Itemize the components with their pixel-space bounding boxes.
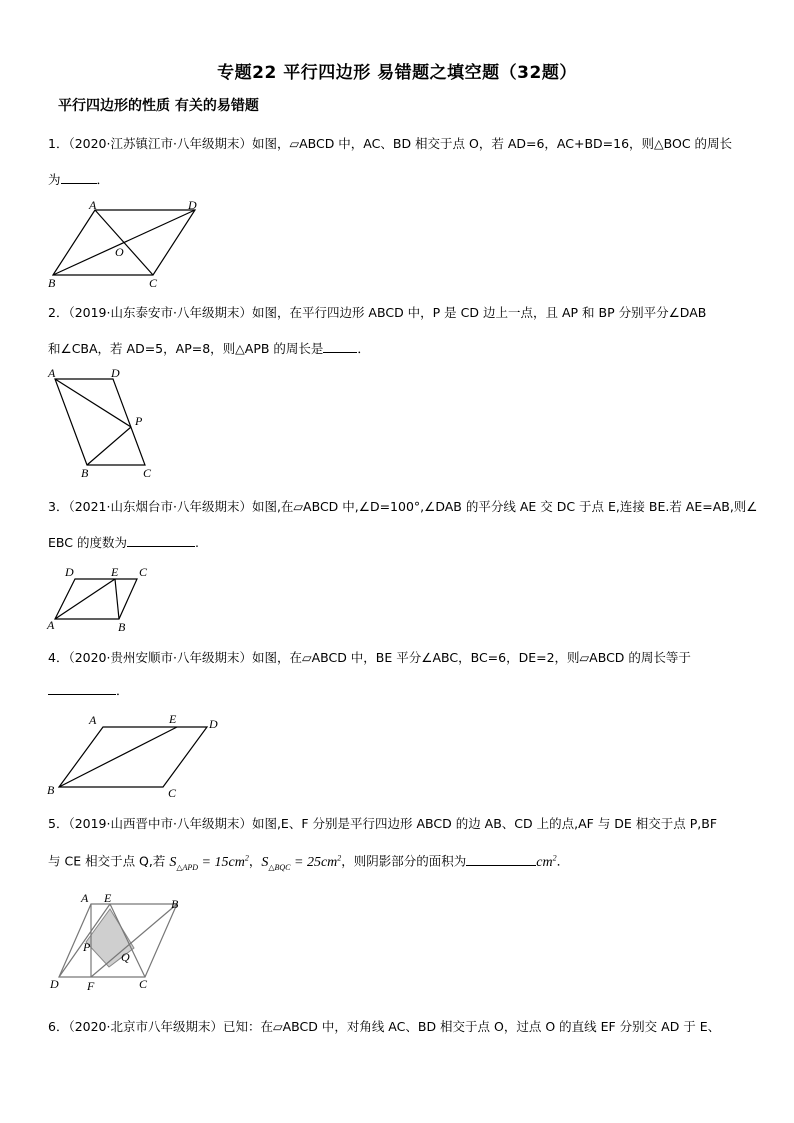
q5-answer-blank[interactable]: [466, 853, 536, 866]
q1-text-line1: 1．（2020·江苏镇江市·八年级期末）如图，▱ABCD 中，AC、BD 相交于点 O，若 AD=6，AC+BD=16，则△BOC 的周长: [48, 136, 733, 151]
q1-figure: [45, 198, 205, 290]
q3-text-line1: 3．（2021·山东烟台市·八年级期末）如图,在▱ABCD 中,∠D=100°,∠DAB 的平分线 AE 交 DC 于点 E,连接 BE.若 AE=AB,则∠: [48, 499, 758, 514]
q1-text-line2: [48, 171, 109, 188]
page-title: 专题22 平行四边形 易错题之填空题（32题）: [217, 63, 577, 83]
q2-segment-ap: [55, 379, 131, 427]
q1-label-o: O: [115, 245, 124, 259]
q2-figure: [45, 365, 165, 483]
q3-text-line2: [48, 534, 199, 551]
q3-label-d: D: [65, 565, 74, 579]
q3-figure: [45, 563, 165, 633]
q2-label-d: D: [111, 366, 120, 380]
q2-prefix: 和∠CBA，若 AD=5，AP=8，则△APB 的周长是: [48, 341, 324, 356]
q4-label-e: E: [169, 712, 177, 726]
q5-label-p: P: [83, 940, 91, 954]
q5-suffix: ．: [556, 853, 570, 869]
q1-label-b: B: [48, 276, 56, 290]
q4-segment-be: [59, 727, 177, 787]
q4-suffix: ．: [116, 683, 129, 698]
q5-text-line1: 5．（2019·山西晋中市·八年级期末）如图,E、F 分别是平行四边形 ABCD 的边 AB、CD 上的点,AF 与 DE 相交于点 P,BF: [48, 816, 718, 831]
q5-label-c: C: [139, 977, 148, 991]
q5-comma: ，: [248, 853, 262, 869]
q1-label-a: A: [89, 198, 97, 212]
q5-label-e: E: [104, 891, 112, 905]
q3-parallelogram: [55, 579, 137, 619]
section-heading: 平行四边形的性质 有关的易错题: [58, 98, 259, 114]
q2-label-p: P: [135, 414, 143, 428]
q1-answer-blank[interactable]: [61, 171, 97, 184]
q4-label-c: C: [168, 786, 177, 800]
q5-formula-bqc: $S_{\triangle BQC} = 25cm^2$: [261, 853, 342, 872]
q3-segment-ae: [55, 579, 115, 619]
q2-text-line2: [48, 340, 370, 357]
q4-parallelogram: [59, 727, 207, 787]
q3-prefix: EBC 的度数为: [48, 535, 127, 550]
q4-label-b: B: [47, 783, 55, 797]
q5-label-a: A: [81, 891, 89, 905]
q1-label-d: D: [188, 198, 197, 212]
q4-text-line2: [48, 682, 129, 699]
q5-unit: $cm^2$: [536, 853, 557, 870]
q4-text-line1: 4．（2020·贵州安顺市·八年级期末）如图，在▱ABCD 中，BE 平分∠ABC，BC=6，DE=2，则▱ABCD 的周长等于: [48, 650, 691, 665]
q3-suffix: .: [194, 535, 199, 550]
q5-question: ，则阴影部分的面积为: [341, 853, 467, 869]
q3-segment-be: [115, 579, 119, 619]
q5-formula-apd: $S_{\triangle APD} = 15cm^2$: [169, 853, 249, 872]
q4-answer-blank[interactable]: [48, 682, 116, 695]
q5-text-line2: [48, 850, 569, 875]
q1-suffix: ．: [96, 172, 110, 187]
q1-label-c: C: [149, 276, 158, 290]
q3-label-b: B: [118, 620, 126, 634]
q5-label-d: D: [50, 977, 59, 991]
q2-text-line1: 2．（2019·山东泰安市·八年级期末）如图，在平行四边形 ABCD 中，P 是 CD 边上一点，且 AP 和 BP 分别平分∠DAB: [48, 305, 707, 320]
q2-label-c: C: [143, 466, 152, 480]
q3-label-e: E: [111, 565, 119, 579]
q2-segment-bp: [87, 427, 131, 465]
q3-label-c: C: [139, 565, 148, 579]
q2-label-a: A: [48, 366, 56, 380]
q6-text-line1: 6．（2020·北京市八年级期末）已知：在▱ABCD 中，对角线 AC、BD 相交于点 O，过点 O 的直线 EF 分别交 AD 于 E、: [48, 1019, 721, 1034]
q5-label-q: Q: [121, 950, 130, 964]
q5-label-b: B: [171, 897, 179, 911]
q2-parallelogram: [55, 379, 145, 465]
q4-label-d: D: [209, 717, 218, 731]
q3-label-a: A: [47, 618, 55, 632]
q1-prefix: 为: [48, 172, 61, 187]
q4-figure: [45, 710, 225, 802]
q4-label-a: A: [89, 713, 97, 727]
q2-label-b: B: [81, 466, 89, 480]
q5-label-f: F: [87, 979, 95, 993]
q2-answer-blank[interactable]: [323, 340, 357, 353]
q5-prefix: 与 CE 相交于点 Q,若: [48, 853, 166, 869]
q2-suffix: ．: [357, 341, 370, 356]
q3-answer-blank[interactable]: [127, 534, 195, 547]
q5-figure: [45, 890, 195, 995]
